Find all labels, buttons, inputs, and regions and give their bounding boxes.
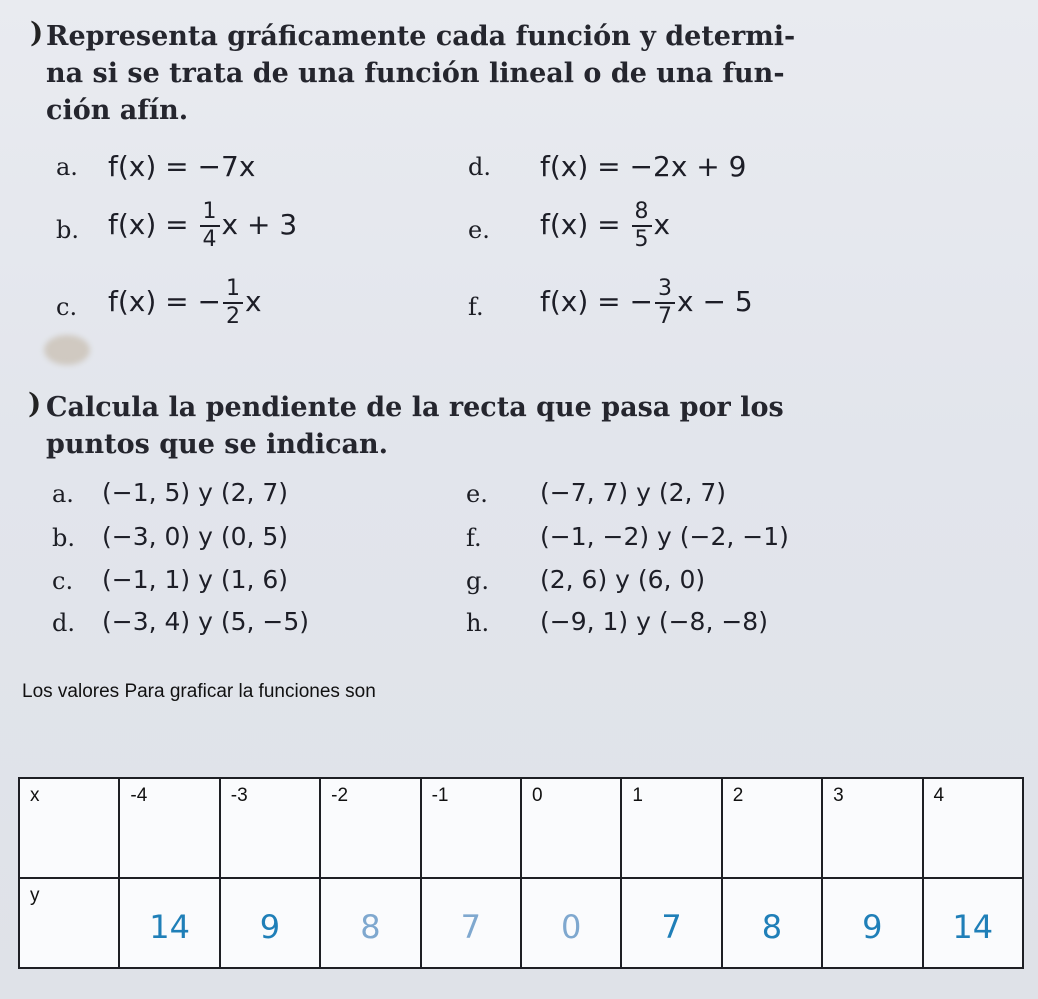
y-value-cell: 9 bbox=[220, 878, 320, 968]
y-value-cell: 14 bbox=[119, 878, 219, 968]
exercise2-item-letter: e. bbox=[466, 480, 488, 508]
y-value-cell: 7 bbox=[421, 878, 521, 968]
fraction-denominator: 5 bbox=[634, 227, 649, 252]
y-row bbox=[19, 878, 1023, 968]
y-header-cell: y bbox=[19, 878, 119, 968]
function-text: f(x) = −2x + 9 bbox=[540, 150, 747, 183]
fraction-numerator: 8 bbox=[632, 199, 652, 227]
exercise2-points: (−7, 7) y (2, 7) bbox=[540, 478, 727, 507]
x-row bbox=[19, 778, 1023, 878]
function-text: f(x) = bbox=[540, 208, 630, 241]
exercise2-item-letter: d. bbox=[52, 609, 75, 637]
exercise1-title-line: na si se trata de una función lineal o de una fun- bbox=[46, 58, 785, 89]
fraction-numerator: 1 bbox=[200, 199, 220, 227]
fraction bbox=[200, 199, 220, 253]
x-value-cell: -4 bbox=[119, 778, 219, 878]
y-value-cell: 8 bbox=[320, 878, 420, 968]
exercise2-points: (−3, 4) y (5, −5) bbox=[102, 607, 310, 636]
y-value-cell: 0 bbox=[521, 878, 621, 968]
exercise1-function bbox=[540, 150, 746, 183]
exercise2-item-letter: g. bbox=[466, 567, 489, 595]
exercise2-bullet: ) bbox=[28, 387, 42, 420]
exercise2-item-letter: a. bbox=[52, 480, 74, 508]
exercise2-item-letter: f. bbox=[466, 524, 482, 552]
exercise1-title-line: ción afín. bbox=[46, 95, 189, 126]
x-header-cell: x bbox=[19, 778, 119, 878]
exercise2-item-letter: h. bbox=[466, 609, 490, 637]
exercise1-function bbox=[108, 150, 255, 183]
table-note: Los valores Para graficar la funciones son bbox=[22, 681, 376, 702]
exercise1-function bbox=[108, 199, 297, 253]
exercise2-points: (−1, 5) y (2, 7) bbox=[102, 478, 289, 507]
paper-stain bbox=[44, 335, 90, 365]
y-value-cell: 8 bbox=[722, 878, 822, 968]
exercise2-points: (2, 6) y (6, 0) bbox=[540, 565, 706, 594]
function-text: f(x) = −7x bbox=[108, 150, 256, 183]
fraction bbox=[632, 199, 652, 253]
exercise1-item-letter: c. bbox=[56, 293, 78, 321]
exercise2-title bbox=[46, 389, 784, 463]
x-value-cell: -1 bbox=[421, 778, 521, 878]
function-text: f(x) = bbox=[108, 208, 198, 241]
x-value-cell: 4 bbox=[923, 778, 1023, 878]
x-value-cell: 2 bbox=[722, 778, 822, 878]
y-value-cell: 7 bbox=[621, 878, 721, 968]
exercise2-points: (−9, 1) y (−8, −8) bbox=[540, 607, 768, 636]
exercise2-item-letter: b. bbox=[52, 524, 75, 552]
x-value-cell: -3 bbox=[220, 778, 320, 878]
exercise1-item-letter: e. bbox=[468, 216, 490, 244]
values-table bbox=[18, 777, 1024, 969]
function-text: x bbox=[653, 208, 671, 241]
exercise1-title bbox=[46, 18, 795, 129]
x-value-cell: 3 bbox=[822, 778, 922, 878]
function-text: f(x) = − bbox=[108, 285, 221, 318]
fraction-numerator: 1 bbox=[223, 276, 243, 304]
fraction-numerator: 3 bbox=[655, 276, 675, 304]
function-text: x bbox=[245, 285, 262, 318]
exercise1-function bbox=[540, 199, 670, 253]
fraction-denominator: 4 bbox=[202, 227, 217, 252]
function-text: x − 5 bbox=[677, 285, 753, 318]
exercise2-points: (−1, −2) y (−2, −1) bbox=[540, 522, 789, 551]
exercise1-title-line: Representa gráficamente cada función y determi- bbox=[46, 21, 796, 52]
exercise2-points: (−1, 1) y (1, 6) bbox=[102, 565, 289, 594]
exercise1-item-letter: b. bbox=[56, 216, 79, 244]
exercise1-item-letter: f. bbox=[468, 293, 484, 321]
y-value-cell: 9 bbox=[822, 878, 922, 968]
function-text: x + 3 bbox=[221, 208, 298, 241]
fraction bbox=[223, 276, 243, 330]
fraction bbox=[655, 276, 675, 330]
function-text: f(x) = − bbox=[540, 285, 653, 318]
exercise2-title-line: Calcula la pendiente de la recta que pasa por los bbox=[46, 392, 784, 423]
exercise1-item-letter: d. bbox=[468, 153, 491, 181]
exercise1-function bbox=[540, 276, 753, 330]
exercise1-bullet: ) bbox=[30, 16, 44, 49]
exercise1-function bbox=[108, 276, 262, 330]
x-value-cell: -2 bbox=[320, 778, 420, 878]
fraction-denominator: 2 bbox=[226, 304, 240, 329]
exercise1-item-letter: a. bbox=[56, 153, 78, 181]
exercise2-item-letter: c. bbox=[52, 567, 74, 595]
fraction-denominator: 7 bbox=[658, 304, 672, 329]
x-value-cell: 0 bbox=[521, 778, 621, 878]
y-value-cell: 14 bbox=[923, 878, 1023, 968]
x-value-cell: 1 bbox=[621, 778, 721, 878]
exercise2-title-line: puntos que se indican. bbox=[46, 429, 389, 460]
exercise2-points: (−3, 0) y (0, 5) bbox=[102, 522, 289, 551]
